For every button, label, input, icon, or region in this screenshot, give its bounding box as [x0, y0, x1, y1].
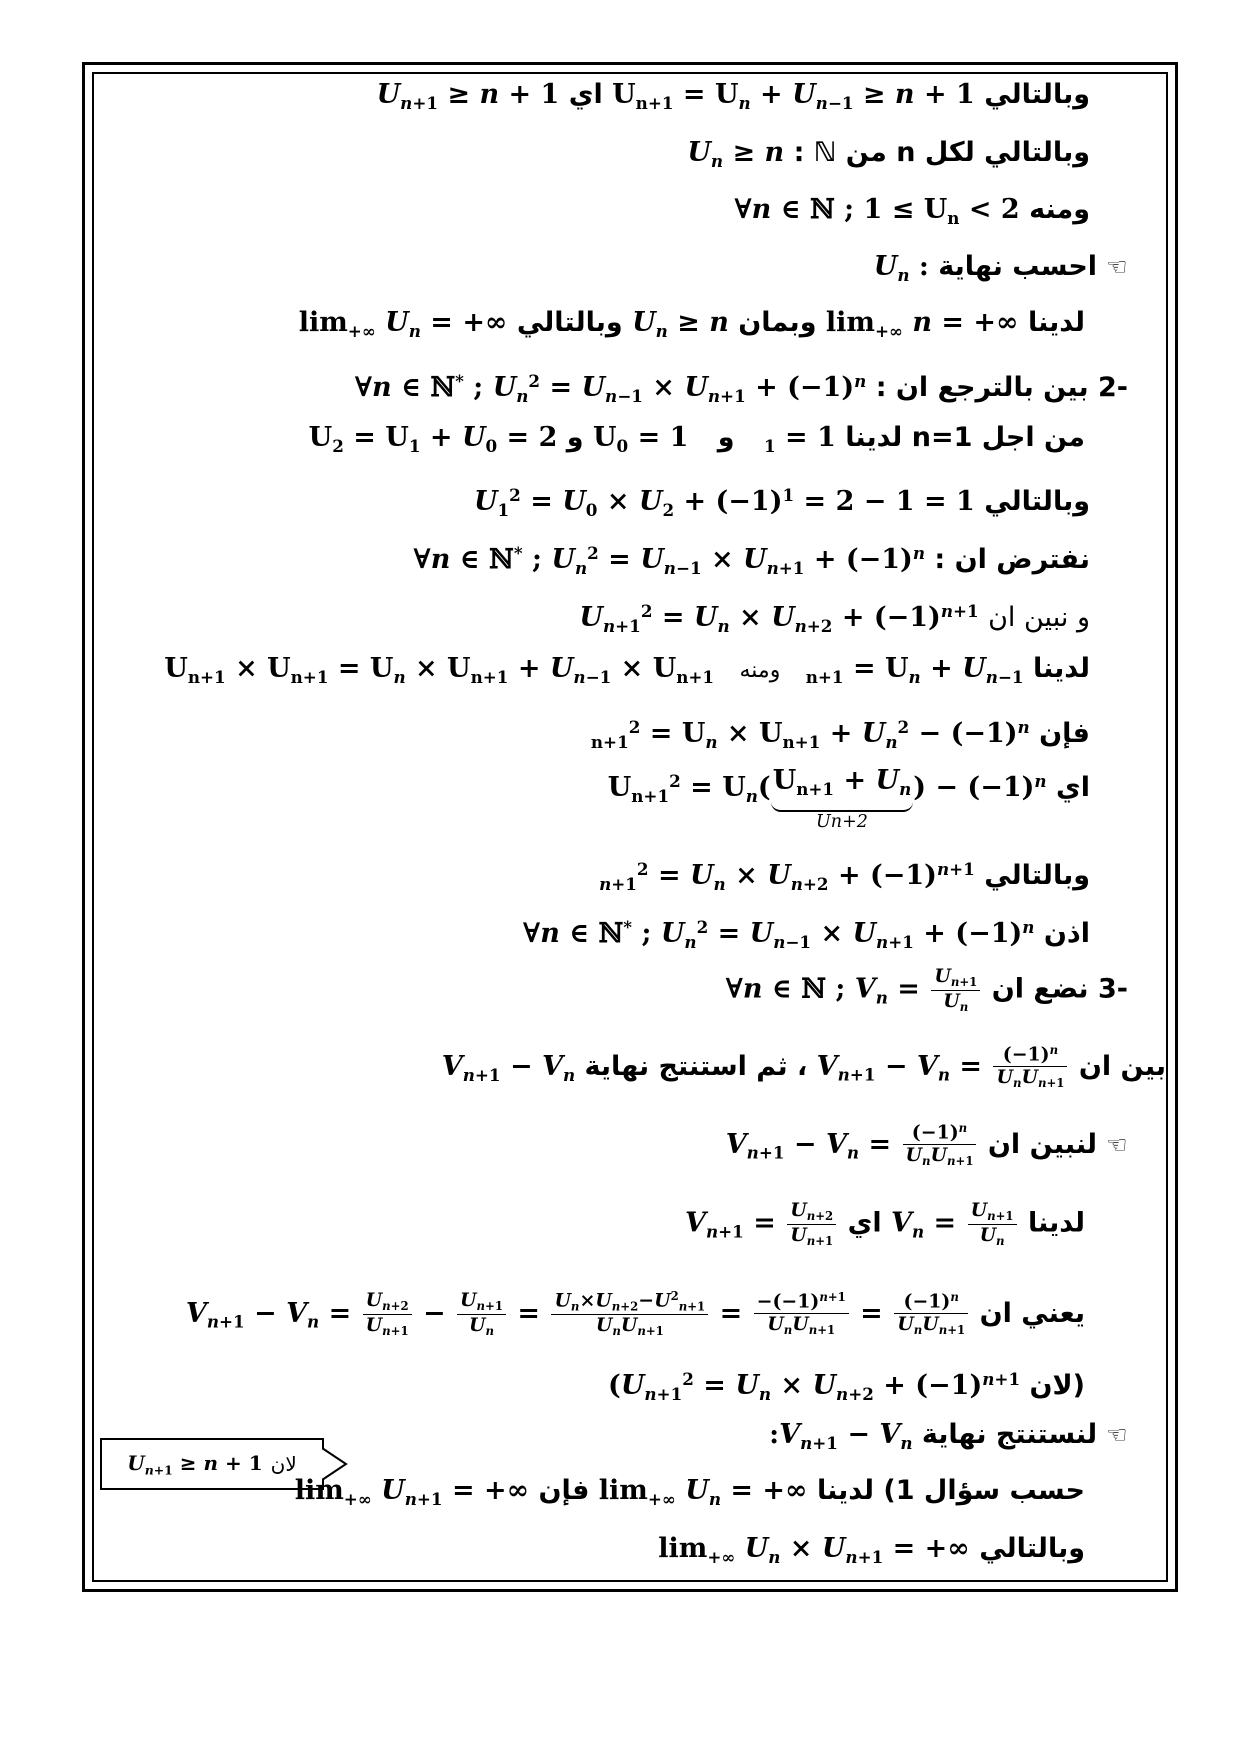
callout-note: لان $U_{n+1} \ge n + 1$ [100, 1438, 324, 1490]
line-18: لدينا $V_n$ = $\frac{U_{n+1}}{U_n}$ اي $V_{n+1}$ = $\frac{U_{n+2}}{U_{n+1}}$ [685, 1199, 1085, 1248]
math-14: ∀n ∈ ℕ* ; $U_n^2 = U_{n-1} \times U_{n+1} + (-1)^n$ [522, 917, 1035, 953]
line-23: وبالتالي $\lim_{+\infty} U_n \times U_{n+1}$ = +∞ [658, 1532, 1085, 1574]
line-4: لدينا $\lim_{+\infty} n$ = +∞ وبمان $U_n \ge n$ وبالتالي $\lim_{+\infty} U_n$ = +∞ [299, 306, 1085, 348]
math-22b: $\lim_{+\infty} U_{n+1}$ = +∞ [294, 1475, 530, 1509]
math-7: $U_1^2 = U_0 \times U_2 + (-1)^1 = 2 - 1 = 1$ [473, 485, 975, 521]
math-5: ∀n ∈ ℕ* ; $U_n^2 = U_{n-1} \times U_{n+1} + (-1)^n$ [354, 371, 867, 407]
math-10b: $U_{n+1} \times U_{n+1} = U_n \times U_{n+1} + U_{n-1} \times U_{n+1}$ [164, 653, 715, 687]
line-16: بين ان $V_{n+1} - V_n$ = $\frac{(-1)^n}{U_nU_{n+1}}$ ، ثم استنتج نهاية $V_{n+1} - V_n$ [441, 1043, 1166, 1091]
math-16b: $V_{n+1} - V_n$ [441, 1050, 576, 1085]
line-11: فإن $_{n+1}^2 = U_n \times U_{n+1} + U_n^2 - (-1)^n$ [591, 710, 1090, 759]
math-1: $U_n \ge n$ [687, 137, 785, 171]
math-4b: $U_n \ge n$ [632, 307, 729, 341]
line-1: وبالتالي لكل n من ℕ : $U_n \ge n$ [687, 136, 1090, 178]
callout-pointer [322, 1444, 352, 1484]
line-9: و نبين ان $U_{n+1}^2 = U_n \times U_{n+2} + (-1)^{n+1}$ [579, 594, 1090, 643]
pointing-hand-icon: ☞ [1106, 1421, 1128, 1449]
math-22a: $\lim_{+\infty} U_n$ = +∞ [598, 1475, 808, 1509]
math-12: $U_{n+1}^2 = U_n$( $U_{n+1} + U_n$ Un+2 ) − $(-1)^n$ [607, 765, 1047, 832]
line-14: اذن ∀n ∈ ℕ* ; $U_n^2 = U_{n-1} \times U_{n+1} + (-1)^n$ [523, 910, 1090, 959]
math-18a: $V_n$ = $\frac{U_{n+1}}{U_n}$ [891, 1200, 1019, 1248]
line-0: وبالتالي $U_{n+1} = U_n + U_{n-1} \ge n + 1$ اي $U_{n+1} \ge n + 1$ [377, 78, 1090, 120]
line-17: ☞ لنبين ان $V_{n+1} - V_n$ = $\frac{(-1)^n}{U_nU_{n+1}}$ [725, 1121, 1128, 1169]
math-9: $U_{n+1}^2 = U_n \times U_{n+2} + (-1)^{n+1}$ [579, 601, 979, 637]
math-4a: $\lim_{+\infty} n$ = +∞ [825, 307, 1019, 341]
math-6a: $_1$ = 1 [764, 422, 836, 456]
line-10: لدينا $_{n+1} = U_n + U_{n-1}$ ومنه $U_{n+1} \times U_{n+1} = U_n \times U_{n+1} + U_{n-1} \times U_{n+1}$ [164, 652, 1090, 694]
pointing-hand-icon: ☞ [1106, 253, 1128, 281]
math-3: $U_n$ : [873, 251, 929, 285]
line-21: ☞ لنستنتج نهاية $:V_{n+1} - V_n$ [769, 1418, 1128, 1460]
line-22: حسب سؤال 1) لدينا $\lim_{+\infty} U_n$ = +∞ فإن $\lim_{+\infty} U_{n+1}$ = +∞ [295, 1474, 1085, 1516]
math-0b: $U_{n+1} \ge n + 1$ [376, 79, 560, 113]
math-8: ∀n ∈ ℕ* ; $U_n^2 = U_{n-1} \times U_{n+1} + (-1)^n$ [413, 543, 925, 579]
math-20: ($U_{n+1}^2 = U_n \times U_{n+2} + (-1)^{n+1}$ [608, 1369, 1021, 1405]
line-15: -3 نضع ان ∀n ∈ ℕ ; $V_n$ = $\frac{U_{n+1}}{U_n}$ [725, 965, 1128, 1014]
math-2: ∀n ∈ ℕ ; $1 \le U_n < 2$ [734, 194, 1020, 228]
math-6c: $U_2 = U_1 + U_0 = 2$ [308, 422, 558, 456]
math-15: ∀n ∈ ℕ ; $V_n$ = $\frac{U_{n+1}}{U_n}$ [726, 966, 983, 1014]
line-13: وبالتالي $_{n+1}^2 = U_n \times U_{n+2} + (-1)^{n+1}$ [599, 852, 1090, 901]
math-4c: $\lim_{+\infty} U_n$ = +∞ [298, 307, 508, 341]
line-19: يعني ان $V_{n+1} - V_n$ = $\frac{U_{n+2}}{U_{n+1}}$ − $\frac{U_{n+1}}{U_n}$ = $\frac{U_n\times U_{n+2}-U^2_{n+1}}{U_nU_{n+1}}$ = $\frac{-(-1)^{n+1}}{U_nU_{n+1}}$ = $\frac{(-1)^n}{U_nU_{n+1}}$ [185, 1289, 1085, 1339]
math-23: $\lim_{+\infty} U_n \times U_{n+1}$ = +∞ [658, 1533, 970, 1567]
math-10a: $_{n+1} = U_n + U_{n-1}$ [805, 653, 1024, 687]
line-6: من اجل n=1 لدينا $_1$ = 1 و $U_0 = 1$ و $U_2 = U_1 + U_0 = 2$ [309, 421, 1085, 463]
pointing-hand-icon: ☞ [1106, 1130, 1128, 1159]
line-12: اي $U_{n+1}^2 = U_n$( $U_{n+1} + U_n$ Un+2 ) − $(-1)^n$ [607, 765, 1090, 832]
math-17: $V_{n+1} - V_n$ = $\frac{(-1)^n}{U_nU_{n+1}}$ [726, 1122, 979, 1170]
math-16a: $V_{n+1} - V_n$ = $\frac{(-1)^n}{U_nU_{n+1}}$ [817, 1044, 1070, 1092]
math-21: $:V_{n+1} - V_n$ [769, 1419, 913, 1453]
math-11: $_{n+1}^2 = U_n \times U_{n+1} + U_n^2 - (-1)^n$ [590, 717, 1030, 753]
line-8: نفترض ان : ∀n ∈ ℕ* ; $U_n^2 = U_{n-1} \times U_{n+1} + (-1)^n$ [413, 536, 1090, 585]
underbrace: $U_{n+1} + U_n$ Un+2 [772, 765, 912, 832]
line-2: ومنه ∀n ∈ ℕ ; $1 \le U_n < 2$ [734, 193, 1090, 235]
line-3: ☞ احسب نهاية $U_n$ : [874, 250, 1128, 292]
math-19: $V_{n+1} - V_n$ = $\frac{U_{n+2}}{U_{n+1}}$ − $\frac{U_{n+1}}{U_n}$ = $\frac{U_n\times U_{n+2}-U^2_{n+1}}{U_nU_{n+1}}$ = $\frac{-(-1)^{n+1}}{U_nU_{n+1}}$ = $\frac{(-1)^n}{U_nU_{n+1}}$ [186, 1290, 970, 1339]
math-6b: $U_0 = 1$ [592, 422, 689, 456]
line-20: (لان ($U_{n+1}^2 = U_n \times U_{n+2} + (-1)^{n+1}$ [608, 1362, 1085, 1411]
note-math: $U_{n+1} \ge n + 1$ [127, 1450, 263, 1478]
math-18b: $V_{n+1}$ = $\frac{U_{n+2}}{U_{n+1}}$ [685, 1200, 838, 1248]
line-7: وبالتالي $U_1^2 = U_0 \times U_2 + (-1)^1 = 2 - 1 = 1$ [474, 478, 1090, 527]
math-13: $_{n+1}^2 = U_n \times U_{n+2} + (-1)^{n+1}$ [599, 859, 975, 895]
math-0a: $U_{n+1} = U_n + U_{n-1} \ge n + 1$ [612, 79, 975, 113]
line-5: -2 بين بالترجع ان : ∀n ∈ ℕ* ; $U_n^2 = U_{n-1} \times U_{n+1} + (-1)^n$ [355, 364, 1128, 413]
